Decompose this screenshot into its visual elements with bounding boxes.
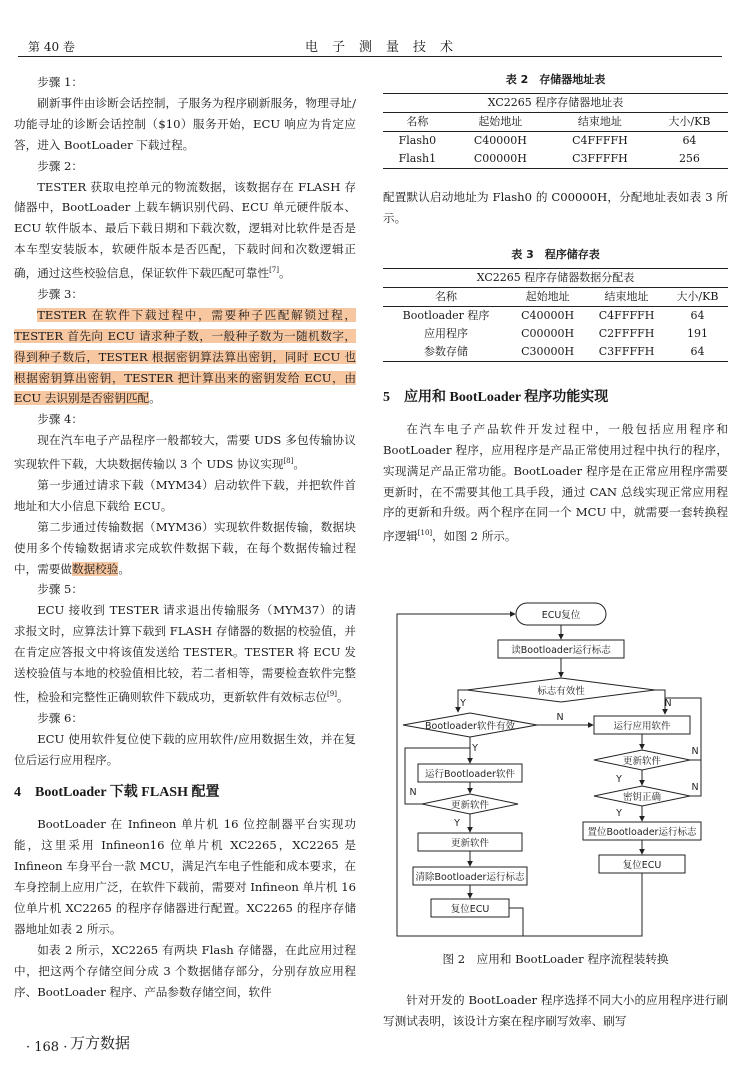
t2-r0c0: Flash0: [383, 132, 452, 151]
table2: [383, 93, 728, 169]
t2-r1c1: C00000H: [452, 150, 549, 169]
step4-end: 。: [293, 457, 305, 472]
t2-r1c0: Flash1: [383, 150, 452, 169]
sec4-para1: BootLoader 在 Infineon 单片机 16 位控制器平台实现功能，这里采用 Infineon16 位单片机 XC2265，XC2265 是 Infineon 车身平台一款 MCU，满足汽车电子性能和成本要求，在车身控制上应用广泛，在软件下载前，需要对 Infineon 单片机 16 位单片机 XC2265 的程序存储器进行配置。XC2265 的程序存储器地址如表 2 所示。: [14, 817, 356, 937]
step2-label: 步骤 2：: [37, 158, 84, 173]
left-column: [14, 72, 356, 1003]
table3-caption: 表 3 程序储存表: [511, 247, 600, 261]
text-update-right: 更新软件: [622, 756, 662, 767]
volume-label: 第 40 卷: [28, 40, 75, 54]
step4-p3-end: 。: [118, 561, 130, 576]
text-run-app: 运行应用软件: [613, 721, 671, 732]
t2-h2: 结束地址: [577, 115, 622, 128]
t2-r0c3: 64: [651, 132, 728, 151]
t3-r2c3: 64: [667, 343, 728, 362]
step1-text: 刷新事件由诊断会话控制，子服务为程序刷新服务，物理寻址/功能寻址的诊断会话控制（$10）服务开始，ECU 响应为肯定应答，进入 BootLoader 下载过程。: [14, 95, 356, 152]
page-number: · 168 ·: [26, 1040, 68, 1055]
t3-r1c1: C00000H: [521, 326, 575, 340]
step2-end: 。: [279, 266, 291, 281]
sec4-para2: 如表 2 所示，XC2265 有两块 Flash 存储器，在此应用过程中，把这两个存储空间分成 3 个数据储存部分，分别存放应用程序、BootLoader 程序、产品参数存储空间，软件: [14, 942, 356, 999]
step5-end: 。: [336, 689, 349, 704]
section-4-heading: 4 BootLoader 下载 FLASH 配置: [14, 785, 220, 801]
t3-r1c3: 191: [686, 326, 708, 340]
sec5-end: ，如图 2 所示。: [432, 529, 517, 544]
t2-h0: 名称: [406, 115, 429, 128]
data-check-highlight: 数据校验: [71, 561, 119, 576]
right-column: [383, 72, 728, 547]
step2-body: TESTER 获取电控单元的物流数据，该数据存在 FLASH 存储器中，BootLoader 上载车辆识别代码、ECU 单元硬件版本、ECU 软件版本、最后下载日期和下载次数，逻辑对比软件是否是本车型安装版本，软硬件版本是否匹配，下载时间和次数逻辑正确，通过这些校验信息，保证软件下载匹配可靠性: [14, 179, 356, 281]
text-update-left1: 更新软件: [450, 800, 490, 811]
figure-2-caption: 图 2 应用和 BootLoader 程序流程装转换: [442, 952, 669, 966]
step6-text: ECU 使用软件复位使下载的应用软件/应用数据生效，并在复位后运行应用程序。: [14, 731, 356, 767]
text-reset-ecu-right: 复位ECU: [622, 860, 662, 871]
label-y-2: Y: [472, 743, 478, 754]
text-reset-ecu-left: 复位ECU: [450, 904, 490, 915]
label-n-2: N: [556, 712, 564, 723]
label-n-5: N: [409, 787, 417, 798]
table2-title: XC2265 程序存储器地址表: [383, 94, 728, 113]
step4-p3-body: 第二步通过传输数据（MYM36）实现软件数据传输，数据块使用多个传输数据请求完成软件数据下载，在每个数据传输过程中，需要做: [14, 519, 356, 576]
after-table2-text: 配置默认启动地址为 Flash0 的 C00000H，分配地址表如表 3 所示。: [383, 190, 728, 225]
text-key-ok: 密钥正确: [622, 792, 662, 803]
label-y-1: Y: [460, 698, 466, 709]
step4-body: 现在汽车电子产品程序一般都较大，需要 UDS 多包传输协议实现软件下载，大块数据传输以 3 个 UDS 协议实现: [14, 433, 356, 472]
label-y-5: Y: [454, 818, 460, 829]
text-update-left2: 更新软件: [450, 838, 490, 849]
label-n-4: N: [691, 782, 699, 793]
text-ecu-reset: ECU复位: [541, 610, 581, 621]
text-flag-valid: 标志有效性: [537, 686, 585, 697]
label-y-4: Y: [616, 808, 622, 819]
t2-h1: 起始地址: [478, 115, 523, 128]
t3-h0: 名称: [435, 289, 458, 303]
step5-body: ECU 接收到 TESTER 请求退出传输服务（MYM37）的请求报文时，应算法计算下载到 FLASH 存储器的数据的校验值，并在肯定应答报文中将该值发送给 TESTER。TESTER 将 ECU 发送校验值与本地的校验值相比较，若二者相等，需要检查软件完整性，检验和完整性正确则软件下载成功，更新软件有效标志位: [14, 603, 356, 704]
text-read-flag: 读Bootloader运行标志: [511, 645, 611, 656]
ref-10: [10]: [417, 529, 433, 538]
step4-para3: [14, 517, 356, 580]
label-y-3: Y: [616, 774, 622, 785]
ref-7: [7]: [269, 266, 279, 275]
t3-r1c0: 应用程序: [424, 326, 469, 340]
t3-r2c0: 参数存储: [383, 343, 509, 362]
step3-highlight: TESTER 在软件下载过程中，需要种子匹配解锁过程，TESTER 首先向 ECU 请求种子数，一般种子数为一随机数字，得到种子数后，TESTER 根据密钥算法算出密钥，同时 ECU 也根据密钥算出密钥，TESTER 把计算出来的密钥发给 ECU，由 ECU 去识别是否密钥匹配: [14, 307, 356, 406]
t3-r2c1: C30000H: [509, 343, 586, 362]
sec5-para1: [383, 419, 728, 547]
wanfang-logo: 万方数据: [70, 1034, 131, 1052]
label-n-3: N: [691, 746, 699, 757]
step3-text: [14, 305, 356, 410]
journal-name: 电子测量技术: [305, 40, 468, 55]
t3-h3: 大小/KB: [676, 289, 719, 303]
section-5-heading: 5 应用和 BootLoader 程序功能实现: [383, 389, 609, 405]
t2-r0c1: C40000H: [452, 132, 549, 151]
right-column-bottom: [383, 990, 728, 1032]
text-boot-valid: Bootloader软件有效: [425, 721, 515, 732]
label-n-1: N: [664, 698, 672, 709]
ref-8: [8]: [283, 457, 294, 466]
step3-label: 步骤 3：: [37, 286, 84, 301]
t2-r1c3: 256: [651, 150, 728, 169]
t2-r0c2: C4FFFFH: [549, 132, 651, 151]
t3-h2: 结束地址: [604, 289, 649, 303]
t2-r1c2: C3FFFFH: [549, 150, 651, 169]
table3: [383, 268, 728, 362]
table3-title: XC2265 程序存储器数据分配表: [383, 268, 728, 287]
step2-text: [14, 177, 356, 284]
t3-h1: 起始地址: [525, 289, 570, 303]
t3-r1c2: C2FFFFH: [598, 326, 655, 340]
t2-h3: 大小/KB: [668, 115, 711, 128]
text-run-boot: 运行Bootloader软件: [425, 769, 515, 780]
t3-r0c1: C40000H: [509, 306, 586, 325]
t3-r0c0: Bootloader 程序: [383, 306, 509, 325]
page-header: [18, 34, 722, 57]
page-footer: [26, 1034, 131, 1055]
step5-text: [14, 600, 356, 707]
text-set-flag: 置位Bootloader运行标志: [587, 827, 697, 838]
flowchart-figure: [393, 598, 725, 948]
t3-r0c2: C4FFFFH: [586, 306, 667, 325]
step4-label: 步骤 4：: [37, 412, 84, 427]
step6-label: 步骤 6：: [37, 710, 84, 725]
step5-label: 步骤 5：: [37, 582, 84, 597]
table2-caption: 表 2 存储器地址表: [505, 73, 606, 86]
ref-9: [9]: [327, 690, 337, 698]
step4-para2: 第一步通过请求下载（MYM34）启动软件下载，并把软件首地址和大小信息下载给 ECU。: [14, 477, 356, 513]
t3-r0c3: 64: [667, 306, 728, 325]
sec5-body: 在汽车电子产品软件开发过程中，一般包括应用程序和 BootLoader 程序，应用程序是产品正常使用过程中执行的程序，实现满足产品正常功能。BootLoader 程序是在正常应用程序需要更新时，在不需要其他工具手段，通过 CAN 总线实现正常应用程序的更新和升级。两个程序在同一个 MCU 中，就需要一套转换程序逻辑: [383, 421, 728, 544]
right-last-para: 针对开发的 BootLoader 程序选择不同大小的应用程序进行刷写测试表明，该设计方案在程序刷写效率、刷写: [383, 993, 728, 1028]
step1-label: 步骤 1：: [37, 75, 84, 89]
t3-r2c2: C3FFFFH: [586, 343, 667, 362]
step3-end: 。: [149, 391, 161, 406]
text-clear-flag: 清除Bootloader运行标志: [415, 872, 525, 883]
step4-text: [14, 430, 356, 475]
